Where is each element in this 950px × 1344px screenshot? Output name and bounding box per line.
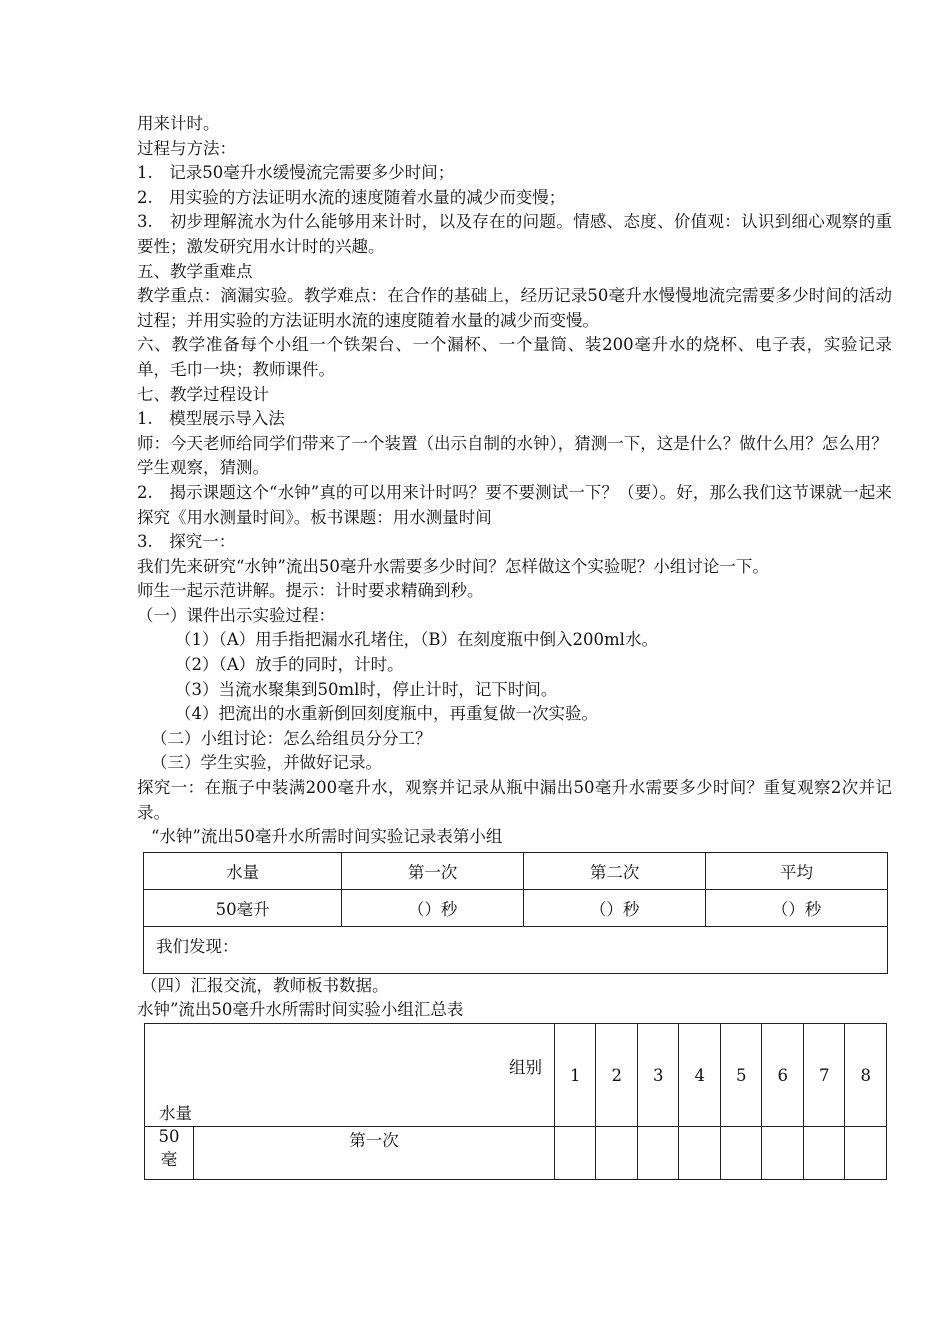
table-cell <box>637 1127 679 1180</box>
table-header: 第二次 <box>524 852 706 889</box>
table-caption: “水钟”流出50毫升水所需时间实验记录表第小组 <box>151 827 503 847</box>
paragraph: 学生观察，猜测。 <box>137 458 269 478</box>
corner-water-label: 水量 <box>159 1104 192 1123</box>
group-header: 6 <box>762 1024 804 1127</box>
group-header: 5 <box>720 1024 762 1127</box>
subheading: （一）课件出示实验过程： <box>137 605 335 625</box>
table-cell <box>554 1127 596 1180</box>
list-item: 3. 探究一： <box>137 532 236 552</box>
group-header: 2 <box>596 1024 638 1127</box>
list-item: 3. 初步理解流水为什么能够用来计时，以及存在的问题。情感、态度、价值观：认识到细心观察的重要性；激发研究用水计时的兴趣。 <box>137 212 892 256</box>
summary-table <box>144 1023 887 1180</box>
paragraph: 师：今天老师给同学们带来了一个装置（出示自制的水钟），猜测一下，这是什么？做什么用？怎么用？ <box>137 433 888 453</box>
table-cell <box>596 1127 638 1180</box>
group-header: 4 <box>679 1024 721 1127</box>
paragraph: 六、教学准备每个小组一个铁架台、一个漏杯、一个量筒、装200毫升水的烧杯、电子表，实验记录单，毛巾一块；教师课件。 <box>137 335 892 379</box>
list-item: 1. 记录50毫升水缓慢流完需要多少时间； <box>137 163 455 183</box>
table-cell: （）秒 <box>524 889 706 926</box>
table-caption: 水钟”流出50毫升水所需时间实验小组汇总表 <box>137 1000 464 1020</box>
group-header: 3 <box>637 1024 679 1127</box>
list-item: 2. 用实验的方法证明水流的速度随着水量的减少而变慢； <box>137 187 566 207</box>
subheading: （三）学生实验，并做好记录。 <box>151 753 382 773</box>
corner-header <box>145 1024 555 1127</box>
table-cell <box>679 1127 721 1180</box>
step-item: （4）把流出的水重新倒回刻度瓶中，再重复做一次实验。 <box>175 704 598 724</box>
step-item: （3）当流水聚集到50ml时，停止计时，记下时间。 <box>175 679 558 699</box>
paragraph: 我们先来研究“水钟”流出50毫升水需要多少时间？怎样做这个实验呢？小组讨论一下。 <box>137 556 769 576</box>
section-heading: 过程与方法： <box>137 138 236 158</box>
table-header: 平均 <box>706 852 888 889</box>
subheading: （四）汇报交流，教师板书数据。 <box>141 975 389 995</box>
section-heading: 七、教学过程设计 <box>137 384 269 404</box>
step-item: （2）（A）放手的同时，计时。 <box>175 655 404 675</box>
list-item: 2. 揭示课题这个“水钟”真的可以用来计时吗？要不要测试一下？（要）。好，那么我们这节课就一起来探究《用水测量时间》。板书课题：用水测量时间 <box>137 482 892 527</box>
corner-group-label: 组别 <box>508 1058 542 1077</box>
row-label-line: 50 <box>158 1127 180 1146</box>
paragraph: 教学重点：滴漏实验。教学难点：在合作的基础上，经历记录50毫升水慢慢地流完需要多少时间的活动过程；并用实验的方法证明水流的速度随着水量的减少而变慢。 <box>137 286 892 330</box>
table-cell <box>762 1127 804 1180</box>
row-label-trial: 第一次 <box>194 1127 555 1180</box>
paragraph: 探究一：在瓶子中装满200毫升水，观察并记录从瓶中漏出50毫升水需要多少时间？重复观察2次并记录。 <box>137 778 892 822</box>
list-item: 1. 模型展示导入法 <box>137 409 285 429</box>
subheading: （二）小组讨论：怎么给组员分分工？ <box>151 728 432 748</box>
table-cell <box>803 1127 845 1180</box>
group-header: 8 <box>845 1024 887 1127</box>
table-cell <box>720 1127 762 1180</box>
step-item: （1）（A）用手指把漏水孔堵住，（B）在刻度瓶中倒入200ml水。 <box>175 630 658 650</box>
record-table <box>143 852 888 974</box>
group-header: 1 <box>554 1024 596 1127</box>
section-heading: 五、教学重难点 <box>137 261 253 281</box>
table-cell: （）秒 <box>342 889 524 926</box>
paragraph: 师生一起示范讲解。提示：计时要求精确到秒。 <box>137 581 484 601</box>
row-label-water <box>145 1127 194 1180</box>
table-cell <box>845 1127 887 1180</box>
paragraph: 用来计时。 <box>137 114 220 133</box>
document-page <box>137 112 892 1180</box>
table-cell: （）秒 <box>706 889 888 926</box>
row-label-line: 毫 <box>160 1150 178 1169</box>
table-header: 水量 <box>144 852 342 889</box>
group-header: 7 <box>803 1024 845 1127</box>
table-header: 第一次 <box>342 852 524 889</box>
table-cell: 50毫升 <box>144 889 342 926</box>
findings-cell: 我们发现： <box>144 926 888 973</box>
